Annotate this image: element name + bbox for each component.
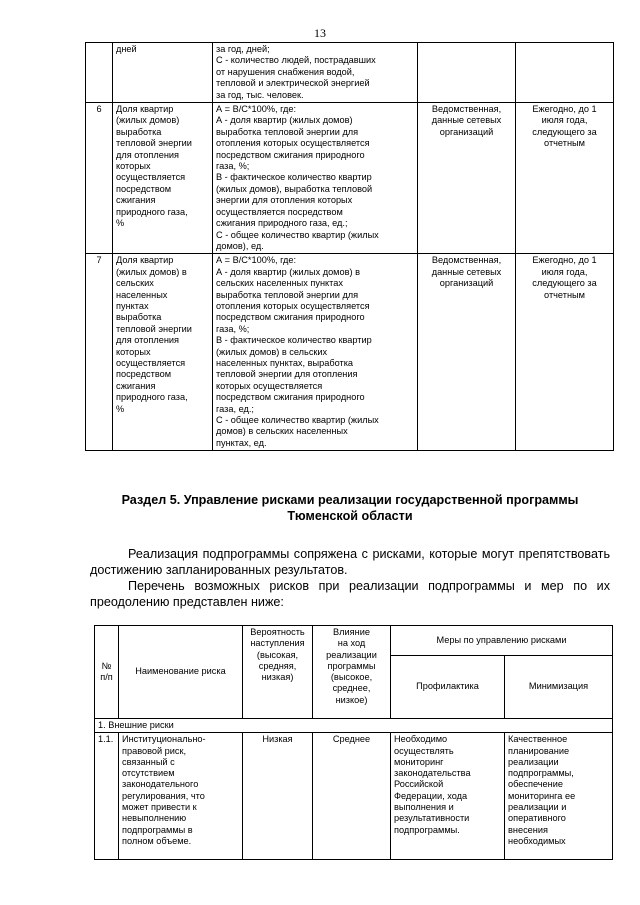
text-line: законодательства [394,768,471,779]
text-line: газа, ед.; [216,403,254,414]
text-line: населенных пунктах, выработка [216,357,354,368]
text-line: посредством [116,183,172,194]
indicator-formula [213,43,418,103]
text-line: А - доля квартир (жилых домов) в [216,266,360,277]
text-line: (жилых домов), выработка тепловой [216,183,373,194]
header-measures: Меры по управлению рисками [391,626,613,656]
risk-name [119,733,243,860]
text-line: организаций [439,126,494,137]
text-line: Федерации, хода [394,790,468,801]
text-line: оперативного [508,813,566,824]
text-line: отчетным [544,138,585,149]
row-number [86,43,113,103]
header-probability [243,626,313,719]
text-line: С - общее количество квартир (жилых [216,229,379,240]
indicator-source [418,103,516,254]
text-line: Российской [394,779,444,790]
indicator-name [113,43,213,103]
indicator-period [516,254,614,451]
text-line: С - количество людей, пострадавших [216,55,376,66]
text-line: домов) в сельских населенных [216,426,348,437]
text-line: для отопления [116,149,179,160]
text-line: данные сетевых [431,115,502,126]
text-line: посредством сжигания природного [216,392,365,403]
text-line: тепловой энергии [116,323,192,334]
minimization-text [508,734,609,858]
table-row [86,43,614,103]
section-title-line: Тюменской области [287,509,413,523]
risk-impact: Среднее [313,733,391,860]
text-line: планирование [508,745,570,756]
text-line: энергии для отопления которых [216,195,353,206]
indicator-source [418,43,516,103]
text-line: следующего за [532,126,597,137]
text-line: реализации [508,756,559,767]
text-line: обеспечение [508,779,563,790]
text-line: от нарушения снабжения водой, [216,66,355,77]
text-line: средняя, [258,660,297,671]
text-line: полном объеме. [122,835,192,846]
text-line: Доля квартир [116,255,174,266]
risk-table [94,625,613,860]
text-line: программы [327,660,376,671]
text-line: посредством сжигания природного [216,149,365,160]
text-line: реализации и [508,802,567,813]
text-line: отсутствием [122,768,175,779]
text-line: пунктах [116,300,149,311]
risk-minimization [505,733,613,860]
section-title [90,492,610,524]
table-row [86,254,614,451]
text-line: % [116,218,125,229]
text-line: регулирования, что [122,790,205,801]
text-line: сельских населенных пунктах [216,278,343,289]
text-line: (высокое, [330,672,373,683]
text-line: результативности [394,813,470,824]
text-line: наступления [250,638,305,649]
text-line: которых [116,346,151,357]
text-line: Вероятность [250,627,305,637]
text-line: июля года, [541,115,588,126]
text-line: мониторинга ее [508,790,576,801]
text-line: данные сетевых [431,266,502,277]
text-line: подпрограммы в [122,824,193,835]
text-line: В - фактическое количество квартир [216,335,372,346]
indicator-period [516,103,614,254]
text-line: тепловой энергии [116,138,192,149]
text-line: Необходимо [394,734,448,745]
text-line: сжигания [116,380,156,391]
header-num [95,626,119,719]
text-line: июля года, [541,266,588,277]
text-line: сжигания [116,195,156,206]
text-line: осуществляется [116,357,186,368]
text-line: реализации [326,649,377,660]
text-line: осуществляется [116,172,186,183]
text-line: (жилых домов) [116,115,180,126]
header-risk-name: Наименование риска [119,626,243,719]
text-line: Влияние [333,627,370,637]
text-line: организаций [439,278,494,289]
text-line: за год, тыс. человек. [216,89,304,100]
group-label: 1. Внешние риски [95,719,613,733]
text-line: выработка тепловой энергии для [216,126,359,137]
text-line: Институционально- [122,734,206,745]
text-line: среднее, [332,683,371,694]
section-title-line: Раздел 5. Управление рисками реализации государственной программы [121,493,579,507]
text-line: на ход [337,638,366,649]
paragraph-text: Перечень возможных рисков при реализации подпрограммы и мер по их преодолению представлен ниже: [90,579,610,610]
text-line: может привести к [122,802,197,813]
text-line: Ежегодно, до 1 [532,255,597,266]
risk-num: 1.1. [95,733,119,860]
text-line: природного газа, [116,392,188,403]
indicator-formula [213,254,418,451]
paragraph [90,546,610,579]
indicator-name [113,254,213,451]
header-prevention: Профилактика [391,656,505,719]
text-line: связанный с [122,756,175,767]
text-line: подпрограммы, [508,768,574,779]
text-line: законодательного [122,779,199,790]
paragraph [90,578,610,611]
text-line: п/п [100,672,113,682]
text-line: отчетным [544,289,585,300]
text-line: необходимых [508,835,566,846]
text-line: выполнения и [394,802,454,813]
group-row [95,719,613,733]
text-line: пунктах, ед. [216,437,267,448]
text-line: А - доля квартир (жилых домов) [216,115,353,126]
text-line: (жилых домов) в [116,266,187,277]
table-header-row [95,626,613,656]
text-line: газа, %; [216,323,250,334]
indicator-formula [213,103,418,254]
text-line: % [116,403,125,414]
text-line: А = В/С*100%, где: [216,255,297,266]
risk-probability: Низкая [243,733,313,860]
text-line: правовой риск, [122,745,187,756]
text-line: выработка тепловой энергии для [216,289,359,300]
text-line: посредством сжигания природного [216,312,365,323]
row-number: 7 [86,254,113,451]
text-line: С - общее количество квартир (жилых [216,415,379,425]
text-line: которых [116,161,151,172]
text-line: выработка [116,126,162,137]
text-line: Качественное [508,734,568,745]
header-impact [313,626,391,719]
indicators-table [85,42,614,451]
text-line: А = В/С*100%, где: [216,104,297,115]
text-line: (высокая, [256,649,299,660]
text-line: домов), ед. [216,240,264,251]
text-line: невыполнению [122,813,187,824]
text-line: которых осуществляется [216,380,323,391]
text-line: сельских [116,278,154,289]
text-line: для отопления [116,335,179,346]
row-number: 6 [86,103,113,254]
text-line: за год, дней; [216,44,270,54]
text-line: выработка [116,312,162,323]
text-line: внесения [508,824,548,835]
text-line: следующего за [532,278,597,289]
text-line: № [101,660,112,671]
text-line: тепловой энергии для отопления [216,369,358,380]
indicator-period [516,43,614,103]
text-line: осуществляется посредством [216,206,343,217]
text-line: Ведомственная, [431,104,502,115]
text-line: отопления которых осуществляется [216,300,370,311]
table-row [95,733,613,860]
paragraph-text: Реализация подпрограммы сопряжена с рисками, которые могут препятствовать достижению запланированных результатов. [90,547,610,578]
indicator-source [418,254,516,451]
text-line: низкая) [261,672,294,683]
text-line: посредством [116,369,172,380]
table-row [86,103,614,254]
header-minimization: Минимизация [505,656,613,719]
text-line: природного газа, [116,206,188,217]
text-line: Доля квартир [116,104,174,115]
text-line: (жилых домов) в сельских [216,346,328,357]
text-line: Ежегодно, до 1 [532,104,597,115]
text-line: мониторинг [394,756,444,767]
text-line: подпрограммы. [394,824,460,835]
text-line: сжигания природного газа, ед.; [216,218,348,229]
text-line: газа, %; [216,161,250,172]
page-number: 13 [314,26,326,40]
indicator-name [113,103,213,254]
text-line: населенных [116,289,168,300]
text-line: отопления которых осуществляется [216,138,370,149]
text-line: дней [116,44,137,54]
text-line: В - фактическое количество квартир [216,172,372,183]
text-line: осуществлять [394,745,454,756]
text-line: Ведомственная, [431,255,502,266]
text-line: тепловой и электрической энергией [216,78,370,89]
risk-prevention [391,733,505,860]
text-line: низкое) [335,694,368,705]
